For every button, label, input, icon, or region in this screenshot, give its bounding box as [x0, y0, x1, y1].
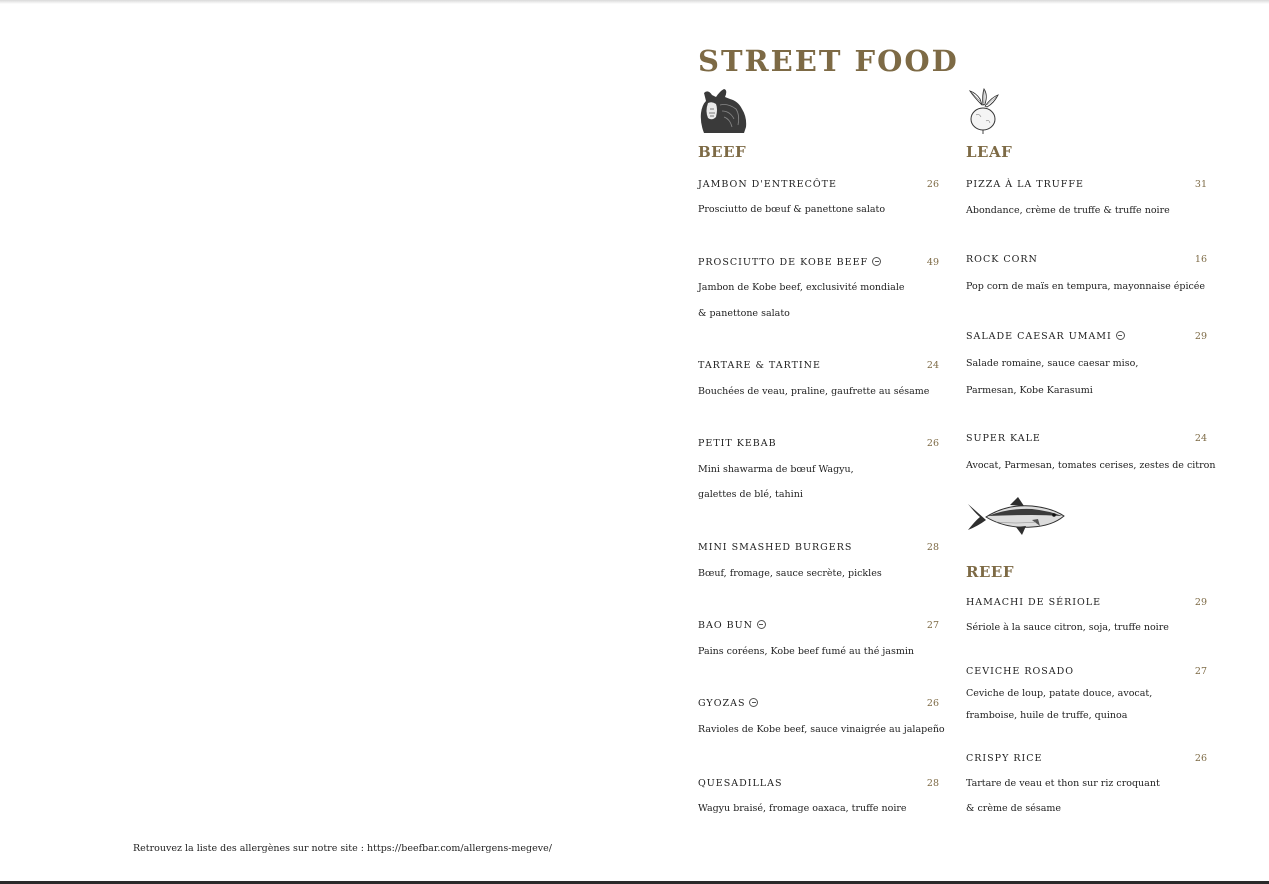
item-price: 24 — [1194, 433, 1207, 444]
item-description: Parmesan, Kobe Karasumi — [966, 385, 1093, 396]
item-name: JAMBON D'ENTRECÔTE — [698, 179, 837, 190]
section-title-leaf: LEAF — [966, 143, 1013, 161]
item-name: MINI SMASHED BURGERS — [698, 542, 853, 553]
item-price: 26 — [926, 698, 939, 709]
item-description: Pop corn de maïs en tempura, mayonnaise épicée — [966, 281, 1206, 292]
allergen-badge-icon — [749, 698, 758, 707]
item-name: PETIT KEBAB — [698, 438, 777, 449]
fish-illustration-icon — [966, 496, 1066, 538]
item-name: CRISPY RICE — [966, 753, 1043, 764]
allergen-badge-icon — [872, 257, 881, 266]
item-description: Bouchées de veau, praline, gaufrette au sésame — [698, 386, 930, 397]
menu-title: STREET FOOD — [698, 44, 959, 78]
item-price: 28 — [926, 542, 939, 553]
item-price: 31 — [1194, 179, 1207, 190]
radish-illustration-icon — [966, 87, 1000, 135]
allergen-badge-icon — [757, 620, 766, 629]
item-name: PROSCIUTTO DE KOBE BEEF — [698, 257, 869, 268]
item-price: 26 — [1194, 753, 1207, 764]
section-title-reef: REEF — [966, 563, 1014, 581]
item-price: 27 — [926, 620, 939, 631]
item-price: 24 — [926, 360, 939, 371]
item-description: Abondance, crème de truffe & truffe noire — [966, 205, 1170, 216]
item-description: Ravioles de Kobe beef, sauce vinaigrée au jalapeño — [698, 724, 945, 735]
section-title-beef: BEEF — [698, 143, 747, 161]
allergen-footer-note: Retrouvez la liste des allergènes sur notre site : https://beefbar.com/allergens-megeve/ — [133, 843, 552, 854]
item-name: GYOZAS — [698, 698, 746, 709]
item-description: Tartare de veau et thon sur riz croquant — [966, 778, 1160, 789]
item-name: QUESADILLAS — [698, 778, 783, 789]
item-name: SALADE CAESAR UMAMI — [966, 331, 1112, 342]
item-name: HAMACHI DE SÉRIOLE — [966, 597, 1102, 608]
item-price: 26 — [926, 438, 939, 449]
item-price: 29 — [1194, 331, 1207, 342]
item-description: galettes de blé, tahini — [698, 489, 803, 500]
item-name: SUPER KALE — [966, 433, 1041, 444]
top-edge-shadow — [0, 0, 1269, 4]
item-price: 49 — [926, 257, 939, 268]
item-name: BAO BUN — [698, 620, 753, 631]
item-description: Pains coréens, Kobe beef fumé au thé jasmin — [698, 646, 914, 657]
item-description: Sériole à la sauce citron, soja, truffe noire — [966, 622, 1169, 633]
item-description: Wagyu braisé, fromage oaxaca, truffe noire — [698, 803, 907, 814]
item-description: Bœuf, fromage, sauce secrète, pickles — [698, 568, 882, 579]
cow-illustration-icon — [698, 87, 748, 135]
item-name: CEVICHE ROSADO — [966, 666, 1075, 677]
item-name: TARTARE & TARTINE — [698, 360, 821, 371]
item-name: PIZZA À LA TRUFFE — [966, 179, 1084, 190]
item-price: 29 — [1194, 597, 1207, 608]
item-description: Ceviche de loup, patate douce, avocat, — [966, 688, 1153, 699]
item-description: & panettone salato — [698, 308, 790, 319]
item-description: Jambon de Kobe beef, exclusivité mondiale — [698, 282, 905, 293]
item-description: Mini shawarma de bœuf Wagyu, — [698, 464, 854, 475]
item-price: 28 — [926, 778, 939, 789]
allergen-badge-icon — [1116, 331, 1125, 340]
item-description: framboise, huile de truffe, quinoa — [966, 710, 1128, 721]
item-price: 26 — [926, 179, 939, 190]
item-description: Avocat, Parmesan, tomates cerises, zestes de citron — [966, 460, 1216, 471]
item-price: 27 — [1194, 666, 1207, 677]
item-name: ROCK CORN — [966, 254, 1038, 265]
item-description: Prosciutto de bœuf & panettone salato — [698, 204, 886, 215]
item-description: Salade romaine, sauce caesar miso, — [966, 358, 1139, 369]
item-description: & crème de sésame — [966, 803, 1061, 814]
item-price: 16 — [1194, 254, 1207, 265]
